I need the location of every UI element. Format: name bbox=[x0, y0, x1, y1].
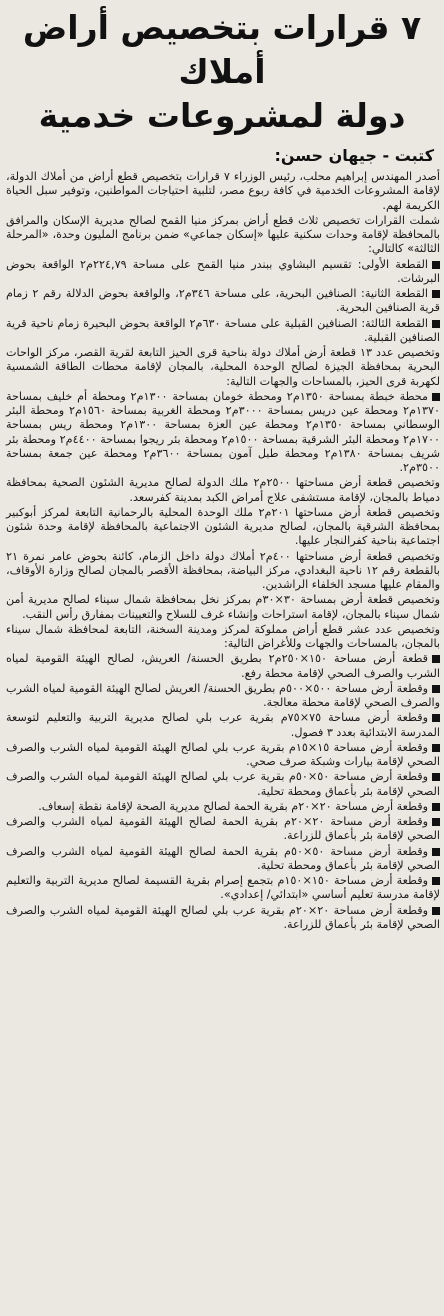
article-paragraph bbox=[6, 170, 440, 213]
byline: كتبت - جيهان حسن: bbox=[274, 146, 434, 165]
paragraph-text: وقطعة أرض مساحة ٢٠×٢٠م بقرية الحمة لصالح مديرية الصحة لإقامة نقطة إسعاف. bbox=[38, 799, 428, 813]
square-bullet-icon bbox=[432, 744, 440, 752]
article-paragraph bbox=[6, 874, 440, 903]
paragraph-text: أصدر المهندس إبراهيم محلب، رئيس الوزراء ٧ قرارات بتخصيص قطع أراض من أملاك الدولة، لإقامة المشروعات الخدمية في كافة ربوع مصر، لتلبية احتياجات المواطنين، وتوفير سبل الحياة الكريمة لهم. bbox=[6, 170, 441, 212]
paragraph-text: وتخصيص عدد عشر قطع أراض مملوكة لمركز ومدينة السخنة، التابعة لمحافظة شمال سيناء بالمجان، بالمساحات والجهات وللأغراض التالية: bbox=[6, 622, 440, 650]
article-paragraph bbox=[6, 904, 440, 933]
article-paragraph bbox=[6, 476, 440, 505]
paragraph-text: وقطعة أرض مساحة ٥٠×٥٠م بقرية عرب بلي لصالح الهيئة القومية لمياه الشرب والصرف الصحي لإقامة بئر بأعماق ومحطة تحلية. bbox=[6, 770, 440, 798]
paragraph-text: شملت القرارات تخصيص ثلاث قطع أراض بمركز منيا القمح لصالح مديرية الإسكان والمرافق بالمحافظة لإقامة وحدات سكنية عليها «إسكان جماعي» ضمن برنامج المليون وحدة، «المرحلة الثالثة» كالتالي: bbox=[6, 213, 440, 256]
paragraph-text: وقطعة أرض مساحة ١٥×١٥م بقرية عرب بلي لصالح الهيئة القومية لمياه الشرب والصرف الصحي لإقامة بيارات وشبكة صرف صحي. bbox=[6, 740, 440, 768]
article-paragraph bbox=[6, 770, 440, 799]
square-bullet-icon bbox=[432, 714, 440, 722]
article-paragraph bbox=[6, 623, 440, 652]
article-paragraph bbox=[6, 652, 440, 681]
square-bullet-icon bbox=[432, 685, 440, 693]
square-bullet-icon bbox=[432, 818, 440, 826]
article-paragraph bbox=[6, 214, 440, 257]
article-paragraph bbox=[6, 346, 440, 389]
square-bullet-icon bbox=[432, 290, 440, 298]
article-paragraph bbox=[6, 800, 440, 814]
paragraph-text: وقطعة أرض مساحة ٥٠×٥٠م بقرية الحمة لصالح الهيئة القومية لمياه الشرب والصرف الصحي لإقامة بئر بأعماق ومحطة تحلية. bbox=[6, 844, 440, 872]
article-paragraph bbox=[6, 711, 440, 740]
square-bullet-icon bbox=[432, 877, 440, 885]
article-paragraph bbox=[6, 258, 440, 287]
square-bullet-icon bbox=[432, 907, 440, 915]
paragraph-text: قطعة أرض مساحة ١٥٠×٢٥٠م٢ بطريق الحسنة/ العريش، لصالح الهيئة القومية لمياه الشرب والصرف الصحي لإقامة محطة رفع. bbox=[6, 652, 440, 680]
article-paragraph bbox=[6, 815, 440, 844]
article-paragraph bbox=[6, 506, 440, 549]
article-paragraph bbox=[6, 593, 440, 622]
paragraph-text: وقطعة أرض مساحة ١٥٠×١٥٠م بتجمع إصرام بقرية القسيمة لصالح مديرية التربية والتعليم لإقامة مدرسة تعليم أساسي «ابتدائي/ إعدادي». bbox=[6, 874, 440, 902]
paragraph-text: وقطعة أرض مساحة ٥٠٠×٥٠٠م بطريق الحسنة/ العريش لصالح الهيئة القومية لمياه الشرب والصرف الصحي لإقامة محطة معالجة. bbox=[6, 681, 440, 709]
paragraph-text: وتخصيص قطعة أرض بمساحة ٣٠×٣٠م بمركز نخل بمحافظة شمال سيناء لصالح مديرية أمن شمال سيناء بالمجان، لإقامة استراحات وإنشاء غرف للسلاح والتعيينات بمفارق رأس النقب. bbox=[6, 593, 440, 621]
article-paragraph bbox=[6, 741, 440, 770]
square-bullet-icon bbox=[432, 261, 440, 269]
square-bullet-icon bbox=[432, 655, 440, 663]
article-paragraph bbox=[6, 682, 440, 711]
square-bullet-icon bbox=[432, 393, 440, 401]
square-bullet-icon bbox=[432, 320, 440, 328]
headline-line-1: ٧ قرارات بتخصيص أراض أملاك bbox=[22, 8, 422, 91]
paragraph-text: وتخصيص قطعة أرض مساحتها ٢٥٠٠م٢ ملك الدولة لصالح مديرية الشئون الصحية بمحافظة دمياط بالمجان، لإقامة مستشفى علاج أمراض الكبد بمدينة كفرسعد. bbox=[6, 476, 441, 504]
article-paragraph bbox=[6, 845, 440, 874]
paragraph-text: وقطعة أرض مساحة ٧٥×٧٥م بقرية عرب بلي لصالح مديرية التربية والتعليم لتوسعة المدرسة الابتدائية بعدد ٣ فصول. bbox=[6, 711, 440, 739]
square-bullet-icon bbox=[432, 803, 440, 811]
paragraph-text: القطعة الثانية: الصنافين البحرية، على مساحة ٣٤٦م٢، والواقعة بحوض الدلالة رقم ٢ زمام قرية الصنافين البحرية. bbox=[6, 287, 440, 315]
paragraph-text: وتخصيص قطعة أرض مساحتها ٢٠١م٢ ملك الوحدة المحلية بالرحمانية التابعة لمركز أبوكبير بمحافظة الشرقية بالمجان، لصالح مديرية الشئون الاجتماعية بالمحافظة لإقامة وحدة شئون اجتماعية بناحية كفرالنجار عليها. bbox=[6, 505, 440, 548]
article-body bbox=[6, 170, 440, 932]
paragraph-text: وقطعة أرض مساحة ٢٠×٢٠م بقرية الحمة لصالح الهيئة القومية لمياه الشرب والصرف الصحي لإقامة بئر بأعماق للزراعة. bbox=[6, 815, 440, 843]
paragraph-text: القطعة الثالثة: الصنافين القبلية على مساحة ٦٣٠م٢ الواقعة بحوض البحيرة زمام ناحية قرية الصنافين القبلية. bbox=[6, 316, 440, 344]
square-bullet-icon bbox=[432, 773, 440, 781]
square-bullet-icon bbox=[432, 848, 440, 856]
article-paragraph bbox=[6, 317, 440, 346]
paragraph-text: وتخصيص قطعة أرض مساحتها ٤٠٠م٢ أملاك دولة داخل الزمام، كائنة بحوض عامر نمرة ٢١ بالقطعة رقم ١٢ ناحية البغدادي، مركز البياضة، بمحافظة الأقصر بالمجان لصالح وزارة الأوقاف، والمقام عليها مسجد الخلفاء الراشدين. bbox=[6, 549, 440, 591]
article-paragraph bbox=[6, 390, 440, 476]
paragraph-text: وقطعة أرض مساحة ٢٠×٢٠م بقرية عرب بلي لصالح الهيئة القومية لمياه الشرب والصرف الصحي لإقامة بئر بأعماق للزراعة. bbox=[6, 903, 440, 931]
headline bbox=[0, 0, 444, 138]
paragraph-text: وتخصيص عدد ١٣ قطعة أرض أملاك دولة بناحية قرى الحيز التابعة لقرية القصر، مركز الواحات البحرية بمحافظة الجيزة لصالح الوحدة المحلية، بالمجان لإقامة محطات الطاقة الشمسية لكهربة قرى الحيز، بالمساحات والجهات التالية: bbox=[6, 346, 441, 388]
article-paragraph bbox=[6, 550, 440, 593]
article-paragraph bbox=[6, 287, 440, 316]
paragraph-text: القطعة الأولى: تقسيم البشاوي ببندر منيا القمح على مساحة ٢٢٤,٧٩م٢ الواقعة بحوض البرشات. bbox=[6, 257, 440, 285]
paragraph-text: محطة خبطة بمساحة ١٣٥٠م٢ ومحطة خومان بمساحة ١٣٠٠م٢ ومحطة أم خليف بمساحة ١٣٧٠م٢ ومحطة عين دريس بمساحة ٣٠٠٠م٢ ومحطة الغربية بمساحة ١٥٦٠م٢ ومحطة البئر الوسطاني بمساحة ١٣٥٠م٢ ومحطة عين العزة بمساحة ١٣٠٠م٢ ومحطة ريس بمساحة ١٧٠٠م٢ ومحطة البئر الشرقية بمساحة ١٥٠٠م٢ ومحطة بئر ريجوا بمساحة ٤٤٠٠م٢ ومحطة بئر شريف بمساحة ١٣٨٠م٢ ومحطة طبل آمون بمساحة ٣٦٠٠م٢ ومحطة عين جمعة بمساحة ٣٥٠٠م٢. bbox=[6, 389, 440, 474]
headline-line-2: دولة لمشروعات خدمية bbox=[38, 96, 406, 135]
